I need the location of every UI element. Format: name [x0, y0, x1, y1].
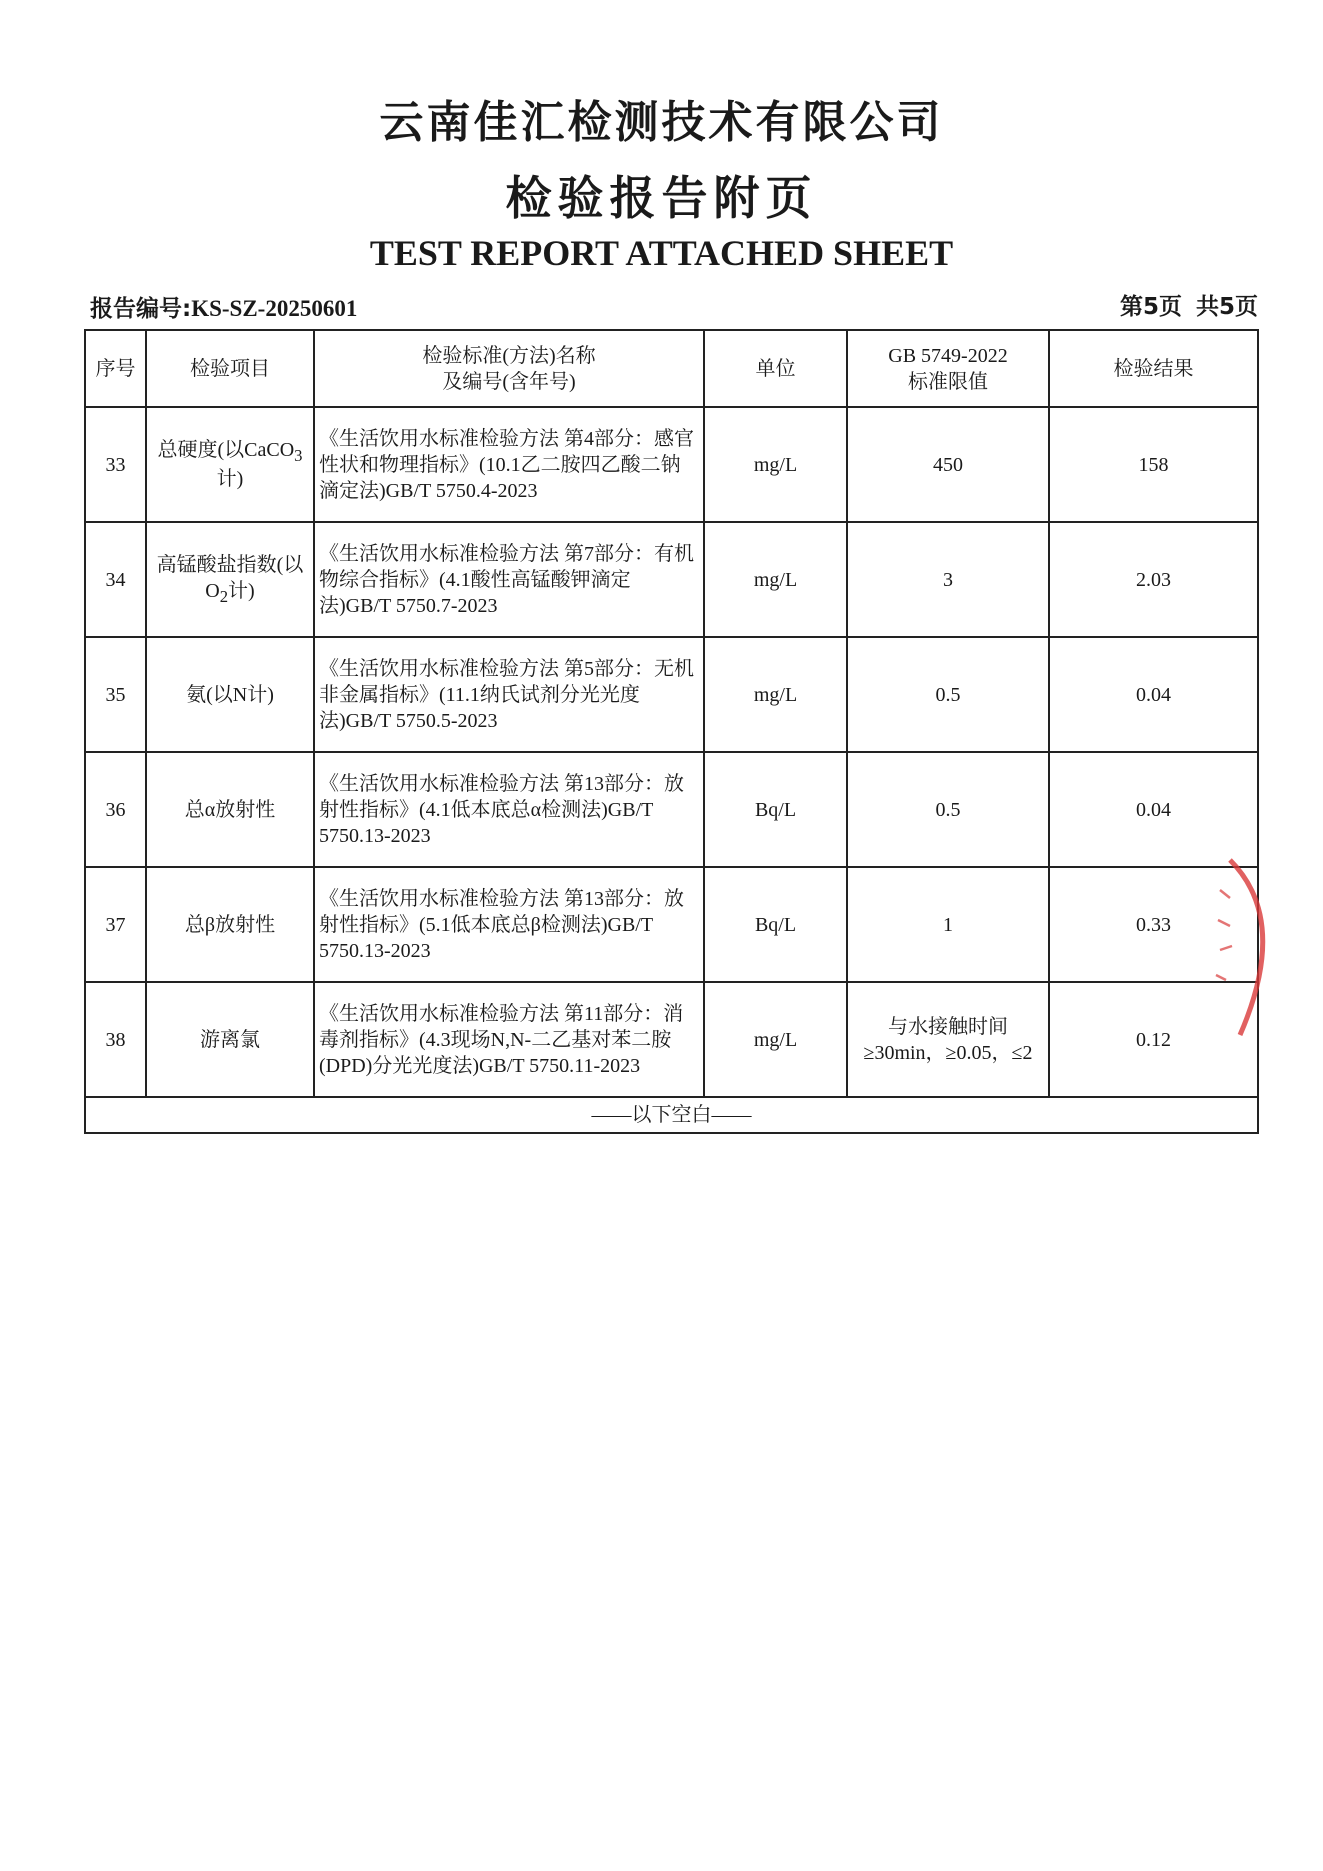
- cell-method: 《生活饮用水标准检验方法 第11部分：消毒剂指标》(4.3现场N,N-二乙基对苯二胺(DPD)分光光度法)GB/T 5750.11-2023: [314, 982, 704, 1097]
- header-unit: 单位: [704, 330, 847, 407]
- header-result: 检验结果: [1049, 330, 1258, 407]
- cell-result: 0.04: [1049, 752, 1258, 867]
- document-title: 检验报告附页: [505, 171, 818, 225]
- item-subscript: 3: [294, 445, 303, 465]
- cell-seq: 36: [85, 752, 146, 867]
- cell-seq: 34: [85, 522, 146, 637]
- cell-item: 总β放射性: [146, 867, 314, 982]
- cell-item: 总α放射性: [146, 752, 314, 867]
- cell-method: 《生活饮用水标准检验方法 第13部分：放射性指标》(5.1低本底总β检测法)GB/T 5750.13-2023: [314, 867, 704, 982]
- header-seq: 序号: [85, 330, 146, 407]
- cell-item: 游离氯: [146, 982, 314, 1097]
- cell-unit: mg/L: [704, 637, 847, 752]
- table-footer-row: [85, 1097, 1258, 1133]
- item-subscript: 2: [219, 586, 229, 606]
- report-number-value: KS-SZ-20250601: [191, 296, 358, 321]
- table-row: [85, 867, 1258, 982]
- page-indicator: [1120, 288, 1258, 321]
- cell-result: 2.03: [1049, 522, 1258, 637]
- item-text: 高锰酸盐指数(以O: [156, 553, 304, 602]
- cell-unit: mg/L: [704, 982, 847, 1097]
- cell-item: [146, 407, 314, 522]
- header-limit: [847, 330, 1049, 407]
- cell-limit: 与水接触时间≥30min，≥0.05，≤2: [847, 982, 1049, 1097]
- report-number: [90, 290, 357, 323]
- cell-result: 0.12: [1049, 982, 1258, 1097]
- item-text-suffix: 计): [228, 579, 255, 602]
- cell-seq: 38: [85, 982, 146, 1097]
- cell-unit: Bq/L: [704, 752, 847, 867]
- end-of-table-note: ——以下空白——: [85, 1097, 1258, 1133]
- cell-limit: 3: [847, 522, 1049, 637]
- cell-method: 《生活饮用水标准检验方法 第4部分：感官性状和物理指标》(10.1乙二胺四乙酸二钠滴定法)GB/T 5750.4-2023: [314, 407, 704, 522]
- document-title-english: TEST REPORT ATTACHED SHEET: [369, 233, 954, 273]
- cell-limit: 0.5: [847, 637, 1049, 752]
- item-text: 总硬度(以CaCO: [157, 438, 295, 461]
- cell-method: 《生活饮用水标准检验方法 第13部分：放射性指标》(4.1低本底总α检测法)GB/T 5750.13-2023: [314, 752, 704, 867]
- cell-limit: 1: [847, 867, 1049, 982]
- table-row: [85, 752, 1258, 867]
- item-text-suffix: 计): [216, 468, 244, 491]
- report-number-label: 报告编号:: [90, 296, 192, 322]
- header-method-line2: 及编号(含年号): [442, 370, 576, 393]
- page-total: 共5页: [1195, 294, 1258, 320]
- table-row: [85, 407, 1258, 522]
- results-table: [84, 329, 1259, 1134]
- cell-seq: 33: [85, 407, 146, 522]
- page-current: 第5页: [1119, 294, 1182, 320]
- table-row: [85, 982, 1258, 1097]
- cell-unit: mg/L: [704, 522, 847, 637]
- cell-limit: 0.5: [847, 752, 1049, 867]
- table-row: [85, 637, 1258, 752]
- header-limit-line2: 标准限值: [908, 370, 988, 393]
- cell-limit: 450: [847, 407, 1049, 522]
- cell-method: 《生活饮用水标准检验方法 第7部分：有机物综合指标》(4.1酸性高锰酸钾滴定法)GB/T 5750.7-2023: [314, 522, 704, 637]
- cell-unit: mg/L: [704, 407, 847, 522]
- header-method: [314, 330, 704, 407]
- cell-method: 《生活饮用水标准检验方法 第5部分：无机非金属指标》(11.1纳氏试剂分光光度法)GB/T 5750.5-2023: [314, 637, 704, 752]
- header-item: 检验项目: [146, 330, 314, 407]
- cell-seq: 35: [85, 637, 146, 752]
- table-row: [85, 522, 1258, 637]
- cell-item: [146, 522, 314, 637]
- cell-result: 0.04: [1049, 637, 1258, 752]
- header-method-line1: 检验标准(方法)名称: [422, 344, 596, 367]
- company-name: 云南佳汇检测技术有限公司: [379, 97, 944, 148]
- cell-result: 0.33: [1049, 867, 1258, 982]
- cell-unit: Bq/L: [704, 867, 847, 982]
- header-limit-line1: GB 5749-2022: [888, 344, 1008, 367]
- cell-seq: 37: [85, 867, 146, 982]
- cell-item: 氨(以N计): [146, 637, 314, 752]
- cell-result: 158: [1049, 407, 1258, 522]
- table-header-row: [85, 330, 1258, 407]
